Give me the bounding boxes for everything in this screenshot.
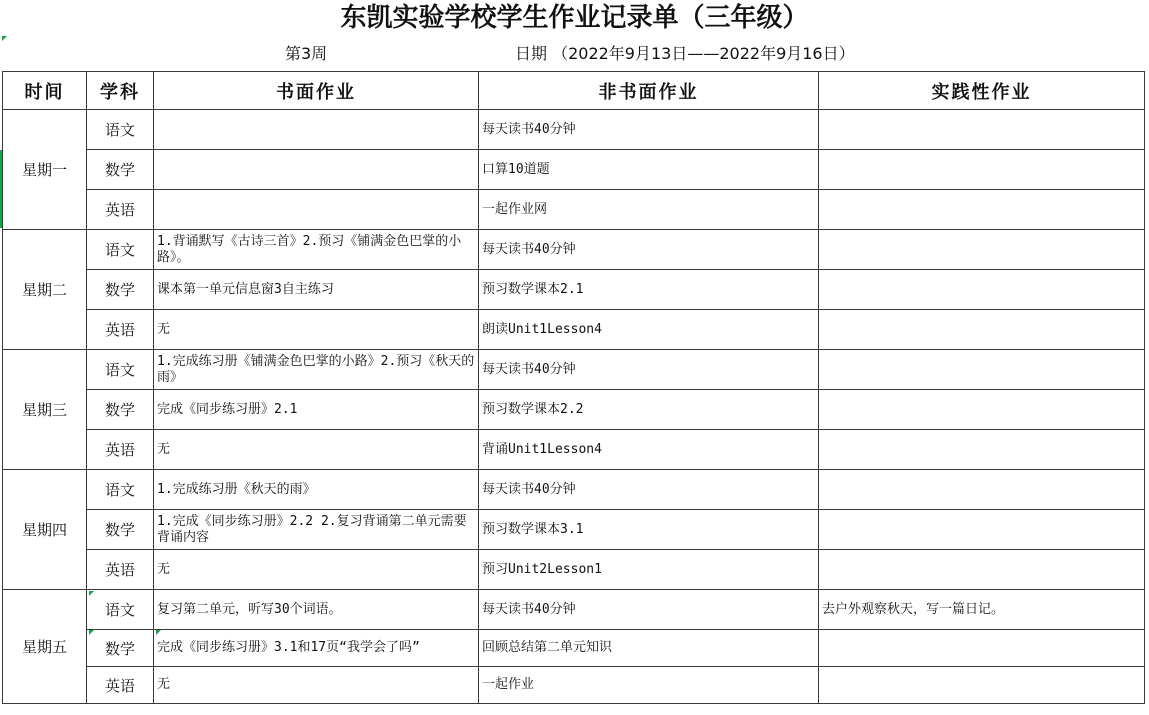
practice-cell[interactable] bbox=[819, 550, 1145, 590]
written-cell[interactable]: 1.背诵默写《古诗三首》2.预习《铺满金色巴掌的小路》。 bbox=[154, 230, 479, 270]
practice-cell[interactable]: 去户外观察秋天，写一篇日记。 bbox=[819, 590, 1145, 630]
day-cell[interactable]: 星期二 bbox=[3, 230, 87, 350]
table-row bbox=[3, 470, 1145, 510]
subject-cell[interactable]: 数学 bbox=[87, 150, 154, 190]
written-cell[interactable]: 无 bbox=[154, 430, 479, 470]
nonwritten-cell[interactable]: 背诵Unit1Lesson4 bbox=[479, 430, 819, 470]
nonwritten-cell[interactable]: 每天读书40分钟 bbox=[479, 350, 819, 390]
nonwritten-cell[interactable]: 预习数学课本2.1 bbox=[479, 270, 819, 310]
table-row bbox=[3, 550, 1145, 590]
table-row bbox=[3, 590, 1145, 630]
subject-cell[interactable]: 数学 bbox=[87, 510, 154, 550]
practice-cell[interactable] bbox=[819, 510, 1145, 550]
practice-cell[interactable] bbox=[819, 630, 1145, 667]
subject-cell[interactable]: 语文 bbox=[87, 230, 154, 270]
subject-cell[interactable]: 数学 bbox=[87, 270, 154, 310]
written-cell[interactable] bbox=[154, 150, 479, 190]
written-cell[interactable]: 复习第二单元，听写30个词语。 bbox=[154, 590, 479, 630]
nonwritten-cell[interactable]: 预习Unit2Lesson1 bbox=[479, 550, 819, 590]
header-practice: 实践性作业 bbox=[819, 72, 1145, 110]
day-cell[interactable]: 星期三 bbox=[3, 350, 87, 470]
written-cell[interactable]: 1.完成《同步练习册》2.2 2.复习背诵第二单元需要背诵内容 bbox=[154, 510, 479, 550]
subject-cell[interactable]: 语文 bbox=[87, 470, 154, 510]
nonwritten-cell[interactable]: 每天读书40分钟 bbox=[479, 230, 819, 270]
table-row bbox=[3, 630, 1145, 667]
day-cell[interactable]: 星期一 bbox=[3, 110, 87, 230]
day-cell[interactable]: 星期五 bbox=[3, 590, 87, 704]
day-cell[interactable]: 星期四 bbox=[3, 470, 87, 590]
subject-cell[interactable]: 语文 bbox=[87, 350, 154, 390]
header-nonwritten: 非书面作业 bbox=[479, 72, 819, 110]
cell-marker-icon bbox=[89, 591, 94, 596]
practice-cell[interactable] bbox=[819, 390, 1145, 430]
written-cell[interactable]: 课本第一单元信息窗3自主练习 bbox=[154, 270, 479, 310]
table-row bbox=[3, 110, 1145, 150]
practice-cell[interactable] bbox=[819, 230, 1145, 270]
table-row bbox=[3, 510, 1145, 550]
table-row bbox=[3, 390, 1145, 430]
subject-cell[interactable]: 英语 bbox=[87, 190, 154, 230]
practice-cell[interactable] bbox=[819, 310, 1145, 350]
written-cell[interactable]: 1.完成练习册《秋天的雨》 bbox=[154, 470, 479, 510]
practice-cell[interactable] bbox=[819, 350, 1145, 390]
week-label: 第3周 bbox=[285, 44, 328, 63]
written-cell[interactable]: 无 bbox=[154, 310, 479, 350]
nonwritten-cell[interactable]: 预习数学课本3.1 bbox=[479, 510, 819, 550]
cell-marker-icon bbox=[89, 630, 94, 635]
header-time: 时间 bbox=[3, 72, 87, 110]
subject-cell[interactable]: 语文 bbox=[87, 590, 154, 630]
table-row bbox=[3, 667, 1145, 704]
subject-cell[interactable]: 英语 bbox=[87, 430, 154, 470]
table-row bbox=[3, 230, 1145, 270]
nonwritten-cell[interactable]: 一起作业网 bbox=[479, 190, 819, 230]
table-row bbox=[3, 150, 1145, 190]
cell-marker-icon bbox=[156, 630, 161, 635]
subject-cell[interactable]: 英语 bbox=[87, 550, 154, 590]
page-title: 东凯实验学校学生作业记录单（三年级） bbox=[340, 3, 809, 33]
nonwritten-cell[interactable]: 每天读书40分钟 bbox=[479, 110, 819, 150]
written-cell[interactable] bbox=[154, 110, 479, 150]
homework-table bbox=[2, 71, 1145, 704]
practice-cell[interactable] bbox=[819, 150, 1145, 190]
subject-cell[interactable]: 语文 bbox=[87, 110, 154, 150]
practice-cell[interactable] bbox=[819, 667, 1145, 704]
written-cell[interactable]: 无 bbox=[154, 667, 479, 704]
written-cell[interactable]: 1.完成练习册《铺满金色巴掌的小路》2.预习《秋天的雨》 bbox=[154, 350, 479, 390]
table-row bbox=[3, 430, 1145, 470]
subject-cell[interactable]: 英语 bbox=[87, 310, 154, 350]
header-subject: 学科 bbox=[87, 72, 154, 110]
date-range-label: 日期 （2022年9月13日——2022年9月16日） bbox=[515, 44, 855, 63]
nonwritten-cell[interactable]: 朗读Unit1Lesson4 bbox=[479, 310, 819, 350]
written-cell[interactable]: 无 bbox=[154, 550, 479, 590]
nonwritten-cell[interactable]: 回顾总结第二单元知识 bbox=[479, 630, 819, 667]
practice-cell[interactable] bbox=[819, 110, 1145, 150]
written-cell[interactable]: 完成《同步练习册》2.1 bbox=[154, 390, 479, 430]
cell-marker-icon bbox=[2, 36, 7, 41]
header-written: 书面作业 bbox=[154, 72, 479, 110]
subject-cell[interactable]: 数学 bbox=[87, 390, 154, 430]
written-cell[interactable]: 完成《同步练习册》3.1和17页“我学会了吗” bbox=[154, 630, 479, 667]
practice-cell[interactable] bbox=[819, 190, 1145, 230]
table-row bbox=[3, 190, 1145, 230]
table-row bbox=[3, 310, 1145, 350]
subject-cell[interactable]: 英语 bbox=[87, 667, 154, 704]
nonwritten-cell[interactable]: 每天读书40分钟 bbox=[479, 470, 819, 510]
nonwritten-cell[interactable]: 一起作业 bbox=[479, 667, 819, 704]
written-cell[interactable] bbox=[154, 190, 479, 230]
table-row bbox=[3, 270, 1145, 310]
nonwritten-cell[interactable]: 预习数学课本2.2 bbox=[479, 390, 819, 430]
table-row bbox=[3, 350, 1145, 390]
practice-cell[interactable] bbox=[819, 470, 1145, 510]
practice-cell[interactable] bbox=[819, 430, 1145, 470]
nonwritten-cell[interactable]: 每天读书40分钟 bbox=[479, 590, 819, 630]
practice-cell[interactable] bbox=[819, 270, 1145, 310]
nonwritten-cell[interactable]: 口算10道题 bbox=[479, 150, 819, 190]
subject-cell[interactable]: 数学 bbox=[87, 630, 154, 667]
